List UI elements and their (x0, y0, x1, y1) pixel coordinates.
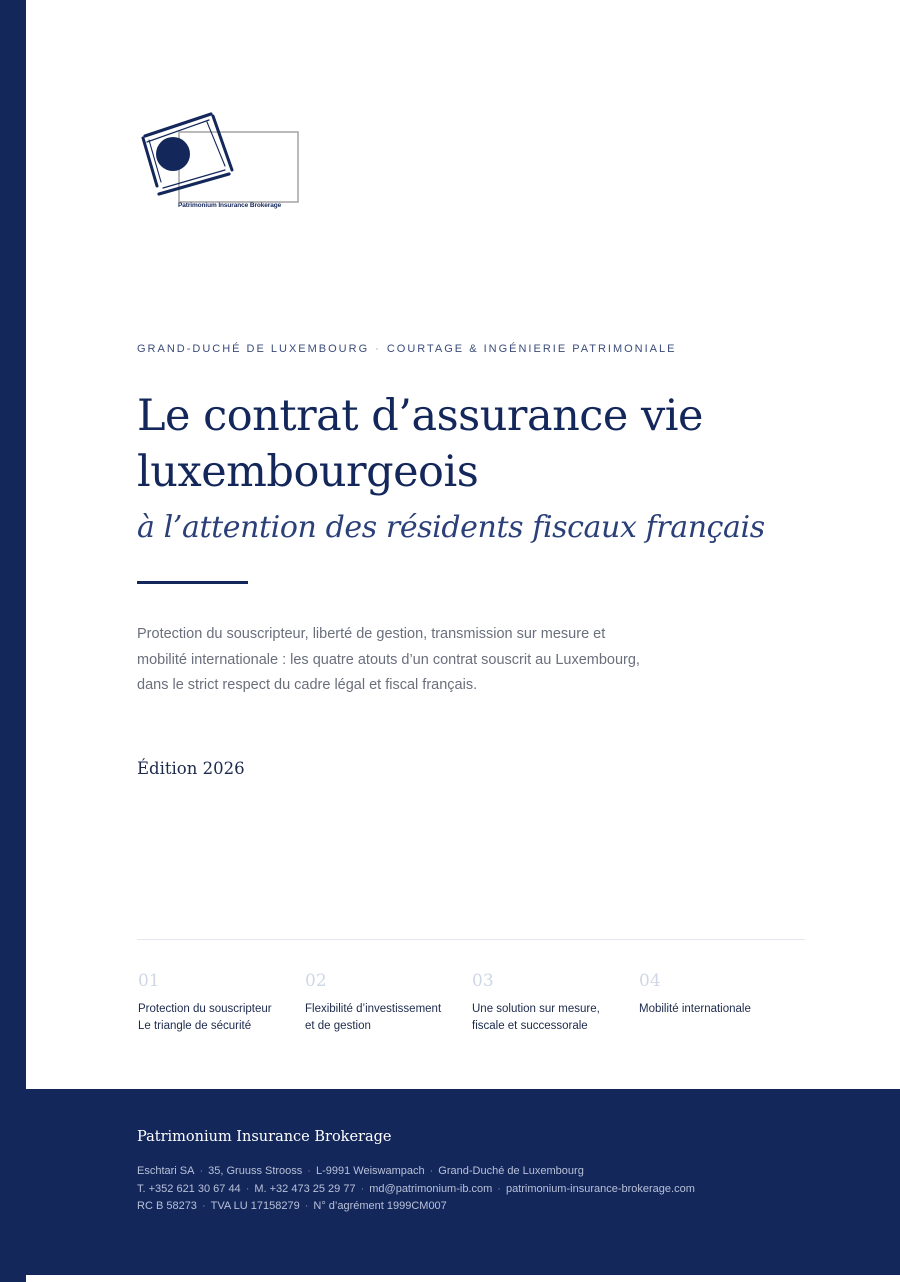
footer-contact-line: T. +352 621 30 67 44 · M. +32 473 25 29 77 · md@patrimonium-ib.com · patrimonium-insurance-brokerage.com (137, 1183, 695, 1195)
cover-title-line-2: luxembourgeois (137, 447, 479, 497)
feature-label (639, 1001, 799, 1018)
footer-rcs: RC B 58273 (137, 1200, 197, 1212)
edition-label: Édition 2026 (137, 759, 245, 778)
feature-item (138, 968, 298, 1035)
kicker-location: GRAND-DUCHÉ DE LUXEMBOURG (137, 343, 370, 355)
feature-label-line-2: et de gestion (305, 1020, 371, 1032)
feature-number: 01 (138, 971, 160, 991)
footer-company-name: Patrimonium Insurance Brokerage (137, 1129, 392, 1145)
footer (26, 1089, 900, 1275)
kicker-activity: COURTAGE & INGÉNIERIE PATRIMONIALE (386, 343, 677, 355)
feature-label-line-2: Le triangle de sécurité (138, 1020, 252, 1032)
features-list (137, 968, 805, 1048)
kicker-separator: · (375, 343, 381, 355)
features-divider (137, 939, 805, 940)
cover-lead: Protection du souscripteur, liberté de gestion, transmission sur mesure et mobilité internationale : les quatre atouts d’un contrat souscrit au Luxembourg, dans le strict respect du cadre légal et fiscal français. (137, 626, 640, 693)
footer-email-link[interactable]: md@patrimonium-ib.com (369, 1183, 493, 1195)
footer-country: Grand-Duché de Luxembourg (438, 1165, 584, 1177)
footer-postcode: L-9991 Weiswampach (315, 1165, 425, 1177)
feature-item (472, 968, 632, 1035)
feature-label-line-1: Protection du souscripteur (138, 1003, 272, 1015)
cover-title-line-1: Le contrat d’assurance vie (137, 391, 703, 441)
brand-logo (137, 108, 307, 218)
feature-label (472, 1001, 632, 1035)
footer-entity: Eschtari SA (137, 1165, 195, 1177)
footer-address-line: Eschtari SA · 35, Gruuss Strooss · L-9991 Weiswampach · Grand-Duché de Luxembourg (137, 1165, 584, 1177)
feature-number: 02 (305, 971, 327, 991)
feature-label (305, 1001, 465, 1035)
feature-item (639, 968, 799, 1018)
footer-license: N° d’agrément 1999CM007 (313, 1200, 447, 1212)
title-rule (137, 581, 248, 584)
feature-label-line-2: fiscale et successorale (472, 1020, 588, 1032)
footer-mobile[interactable]: M. +32 473 25 29 77 (254, 1183, 356, 1195)
cover-title (137, 388, 837, 500)
footer-street: 35, Gruuss Strooss (208, 1165, 303, 1177)
side-band (0, 0, 26, 1282)
feature-item (305, 968, 465, 1035)
feature-label-line-1: Flexibilité d’investissement (305, 1003, 442, 1015)
logo-caption: Patrimonium Insurance Brokerage (178, 202, 282, 209)
feature-label-line-1: Mobilité internationale (639, 1003, 751, 1015)
feature-label (138, 1001, 298, 1035)
logo-mark-icon (137, 108, 307, 208)
footer-phone[interactable]: T. +352 621 30 67 44 (137, 1183, 241, 1195)
cover-subtitle: à l’attention des résidents fiscaux français (137, 510, 765, 545)
cover-kicker (137, 343, 676, 355)
feature-number: 04 (639, 971, 661, 991)
footer-website-link[interactable]: patrimonium-insurance-brokerage.com (505, 1183, 695, 1195)
feature-label-line-1: Une solution sur mesure, (472, 1003, 600, 1015)
feature-number: 03 (472, 971, 494, 991)
footer-vat: TVA LU 17158279 (210, 1200, 300, 1212)
footer-legal-line: RC B 58273 · TVA LU 17158279 · N° d’agrément 1999CM007 (137, 1200, 447, 1212)
